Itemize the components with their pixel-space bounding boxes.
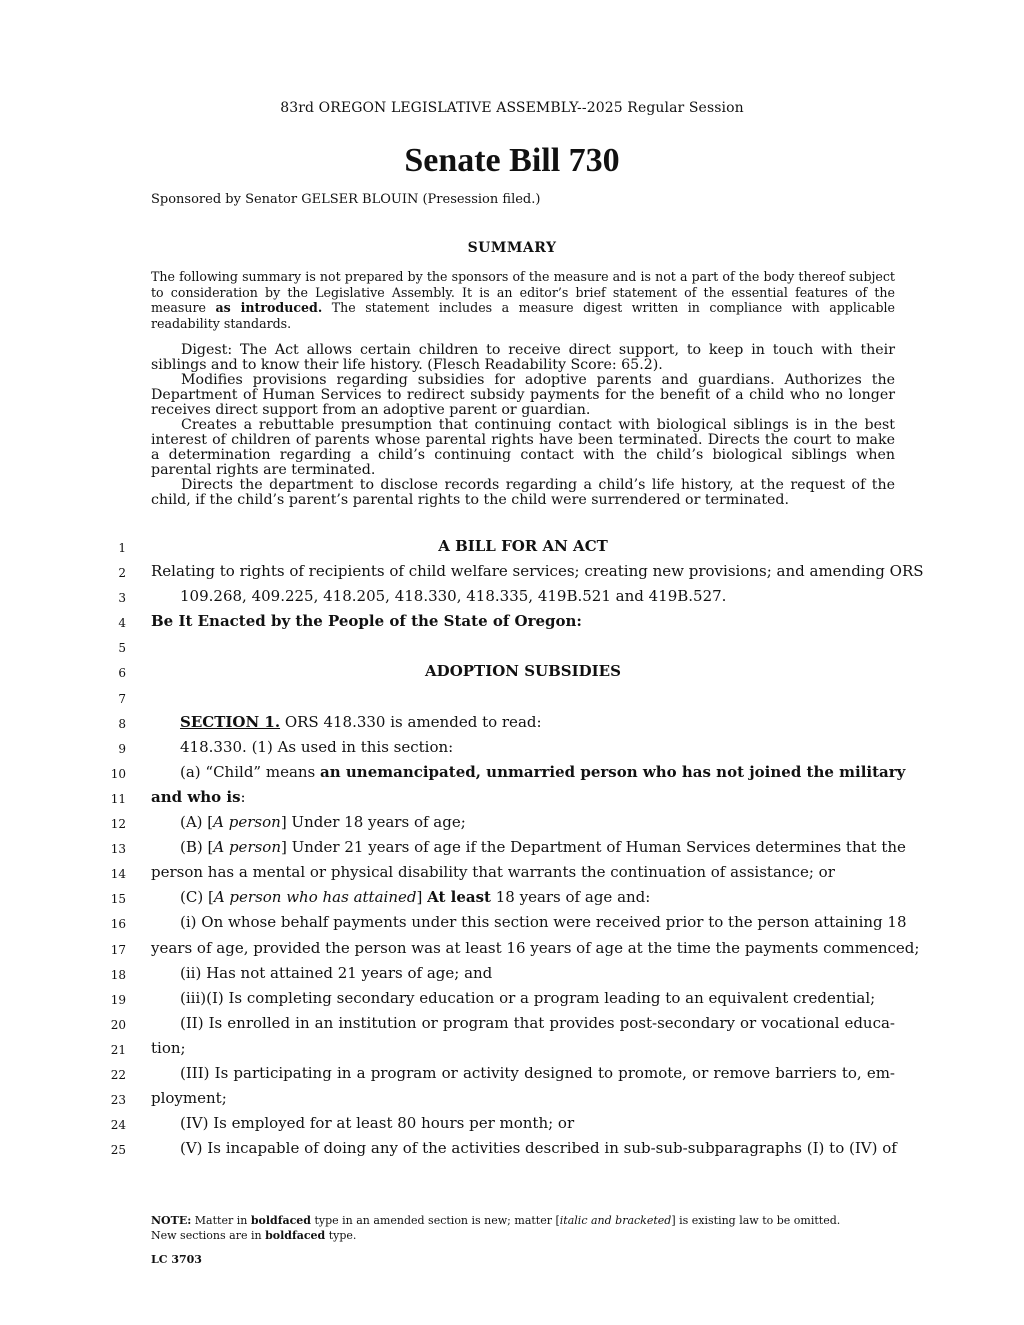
bill-line — [0, 859, 1024, 884]
summary-text: The following summary is not prepared by the sponsors of the measure and is not a part of the body thereof subject to consideration by the Legislative Assembly. It is an editor’s brief statement of the essential features of the measure as introduced. The statement includes a measure digest written in compliance with applicable readability standards. — [151, 269, 895, 331]
relating-clause: Relating to rights of recipients of child welfare services; creating new provisions; and amending ORS — [151, 562, 924, 581]
bill-line — [0, 784, 1024, 809]
bill-line — [0, 960, 1024, 985]
line-number: 3 — [118, 591, 126, 606]
line-number: 9 — [118, 741, 126, 756]
section-label: SECTION 1. — [180, 712, 281, 731]
bill-line — [0, 608, 1024, 633]
line-number: 8 — [118, 716, 126, 731]
footnote-line-2: New sections are in boldfaced type. — [151, 1229, 357, 1242]
bill-line — [0, 809, 1024, 834]
section-1-line: SECTION 1. ORS 418.330 is amended to read: — [180, 712, 542, 731]
line-number: 5 — [118, 641, 126, 656]
line-number: 4 — [118, 616, 126, 631]
text-line: (a) “Child” means an unemancipated, unmarried person who has not joined the military — [180, 762, 906, 781]
bill-line — [0, 1060, 1024, 1085]
line-number: 12 — [110, 817, 126, 832]
line-number: 24 — [110, 1118, 126, 1133]
bill-line — [0, 884, 1024, 909]
line-number: 7 — [118, 691, 126, 706]
bill-line — [0, 1135, 1024, 1160]
bill-line — [0, 935, 1024, 960]
text-line: years of age, provided the person was at least 16 years of age at the time the payments commenced; — [151, 938, 920, 957]
bill-line — [0, 684, 1024, 709]
line-number: 19 — [110, 992, 126, 1007]
bill-body — [0, 533, 1024, 1160]
text-line: (V) Is incapable of doing any of the activities described in sub-sub-subparagraphs (I) to (IV) of — [180, 1139, 897, 1158]
text-line: 418.330. (1) As used in this section: — [180, 737, 454, 756]
line-number: 14 — [110, 867, 126, 882]
line-number: 15 — [110, 892, 126, 907]
bill-line — [0, 633, 1024, 658]
line-number: 18 — [110, 967, 126, 982]
bill-line — [0, 909, 1024, 934]
text-line: (iii)(I) Is completing secondary education or a program leading to an equivalent credential; — [180, 988, 876, 1007]
line-number: 23 — [110, 1093, 126, 1108]
act-heading: A BILL FOR AN ACT — [438, 537, 608, 555]
bill-title: Senate Bill 730 — [404, 142, 620, 179]
bill-line — [0, 1085, 1024, 1110]
bill-line — [0, 709, 1024, 734]
enacting-clause: Be It Enacted by the People of the State of Oregon: — [151, 612, 582, 631]
line-number: 17 — [110, 942, 126, 957]
bill-line — [0, 759, 1024, 784]
line-number: 2 — [118, 566, 126, 581]
digest-paragraph: Directs the department to disclose records regarding a child’s life history, at the request of the child, if the child’s parent’s parental rights to the child were surrendered or terminated. — [151, 477, 895, 508]
lc-number: LC 3703 — [151, 1253, 202, 1266]
bill-line — [0, 734, 1024, 759]
line-number: 20 — [110, 1017, 126, 1032]
digest — [151, 343, 895, 508]
line-number: 21 — [110, 1042, 126, 1057]
text-line: (ii) Has not attained 21 years of age; and — [180, 963, 493, 982]
text-line: (IV) Is employed for at least 80 hours per month; or — [180, 1114, 575, 1133]
digest-paragraph: Creates a rebuttable presumption that continuing contact with biological siblings is in the best interest of children of parents whose parental rights have been terminated. Directs the court to make a determination regarding a child’s continuing contact with the child’s biological siblings when parental rights are terminated. — [151, 417, 895, 478]
assembly-header: 83rd OREGON LEGISLATIVE ASSEMBLY--2025 Regular Session — [280, 100, 744, 116]
section-heading: ADOPTION SUBSIDIES — [425, 662, 621, 681]
line-number: 10 — [110, 766, 126, 781]
digest-paragraph: Modifies provisions regarding subsidies for adoptive parents and guardians. Authorizes the Department of Human Services to redirect subsidy payments for the benefit of a child who no longer receives direct support from an adoptive parent or guardian. — [151, 372, 895, 418]
bill-line — [0, 583, 1024, 608]
text-line: (II) Is enrolled in an institution or program that provides post-secondary or vocational educa- — [180, 1013, 895, 1032]
footnote — [151, 1213, 840, 1243]
text-line: (C) [A person who has attained] At least 18 years of age and: — [180, 888, 651, 907]
bill-line — [0, 658, 1024, 683]
text-line: (A) [A person] Under 18 years of age; — [180, 813, 466, 832]
line-number: 1 — [118, 541, 126, 555]
line-number: 13 — [110, 842, 126, 857]
bill-line — [0, 985, 1024, 1010]
sponsor-line: Sponsored by Senator GELSER BLOUIN (Presession filed.) — [151, 192, 541, 207]
text-line: ployment; — [151, 1089, 227, 1108]
relating-clause-cont: 109.268, 409.225, 418.205, 418.330, 418.335, 419B.521 and 419B.527. — [180, 587, 727, 606]
digest-paragraph: Digest: The Act allows certain children to receive direct support, to keep in touch with their siblings and to know their life history. (Flesch Readability Score: 65.2). — [151, 342, 895, 373]
text-line: tion; — [151, 1038, 186, 1057]
bill-line — [0, 1010, 1024, 1035]
summary-heading: SUMMARY — [467, 240, 557, 256]
footnote-line-1: NOTE: Matter in boldfaced type in an amended section is new; matter [italic and bracketed] is existing law to be omitted. — [151, 1214, 841, 1227]
line-number: 25 — [110, 1143, 126, 1158]
line-number: 16 — [110, 917, 126, 932]
text-line: and who is: — [151, 787, 246, 806]
text-line: (i) On whose behalf payments under this section were received prior to the person attaining 18 — [180, 913, 907, 932]
line-number: 11 — [110, 791, 126, 806]
text-line: (III) Is participating in a program or activity designed to promote, or remove barriers to, em- — [180, 1063, 895, 1082]
bill-line — [0, 834, 1024, 859]
bill-line — [0, 558, 1024, 583]
bill-line — [0, 1110, 1024, 1135]
bill-line — [0, 1035, 1024, 1060]
bill-line — [0, 533, 1024, 558]
text-line: person has a mental or physical disability that warrants the continuation of assistance; or — [151, 863, 835, 882]
text-line: (B) [A person] Under 21 years of age if the Department of Human Services determines that the — [180, 838, 906, 857]
line-number: 22 — [110, 1067, 126, 1082]
line-number: 6 — [118, 666, 126, 681]
